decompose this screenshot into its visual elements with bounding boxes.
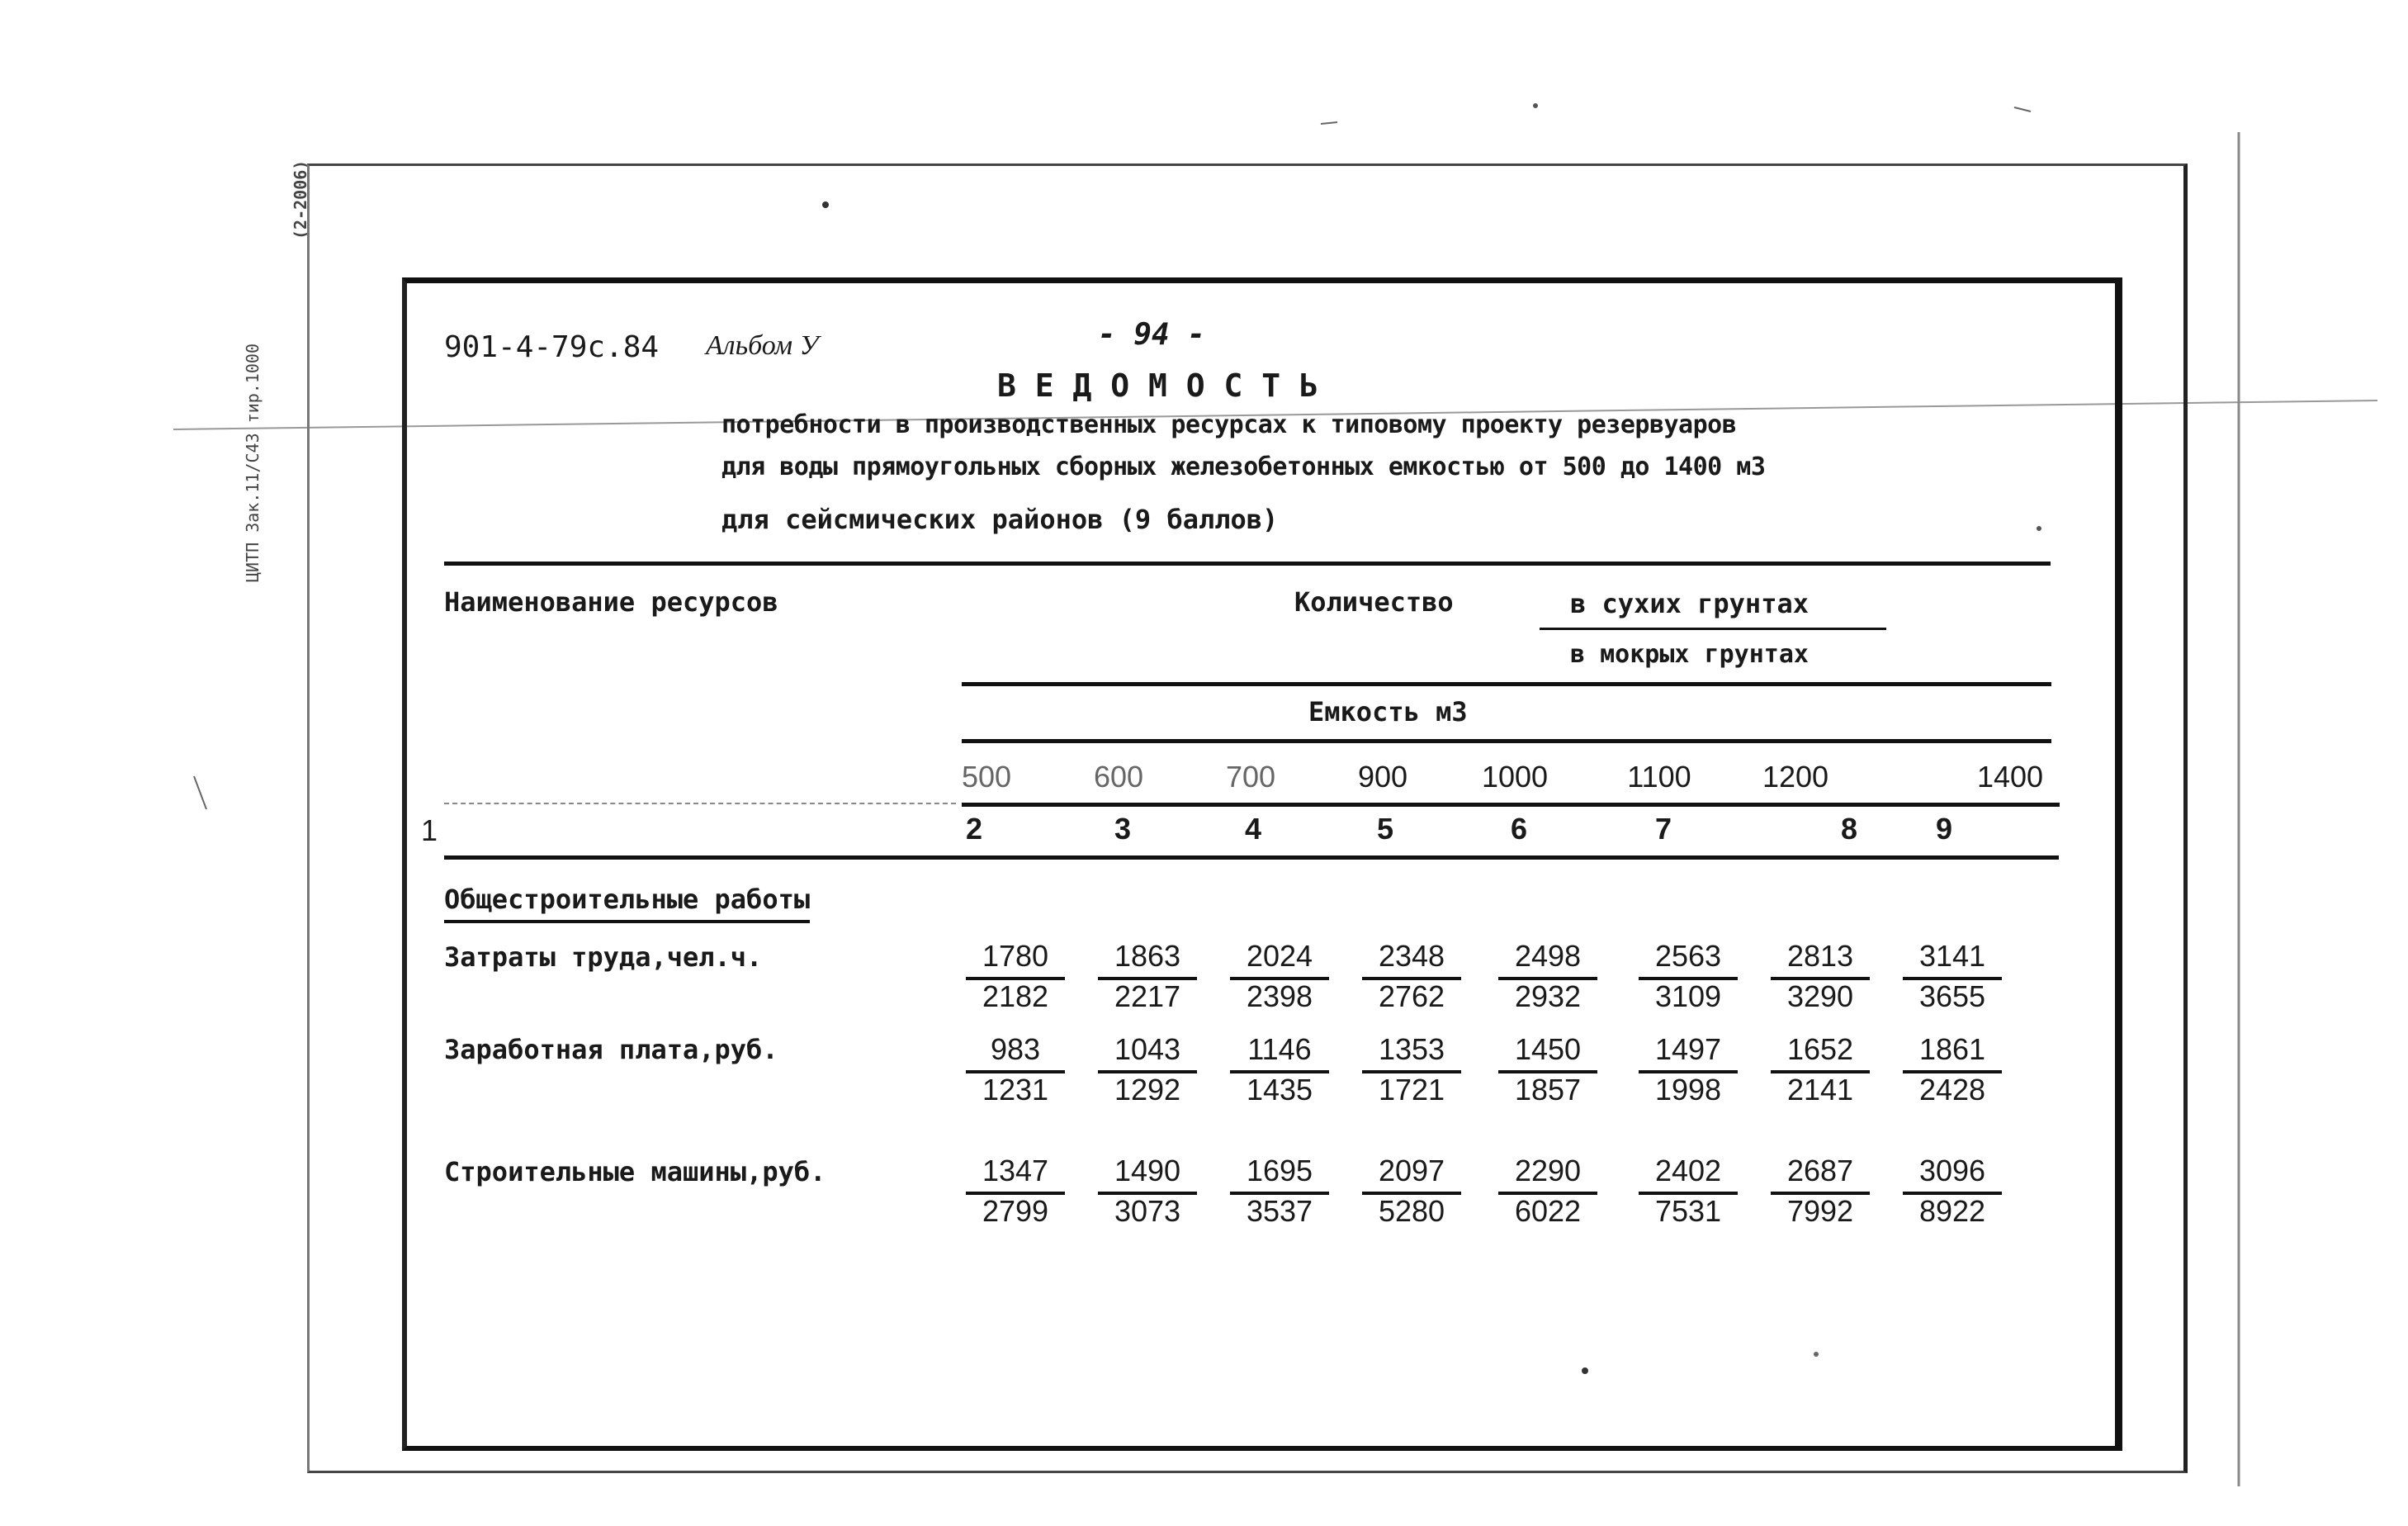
wages-wet-600: 1292 bbox=[1114, 1073, 1181, 1107]
labor-wet-1200: 3290 bbox=[1786, 979, 1854, 1013]
header-bottom-rule bbox=[444, 855, 2059, 860]
speck bbox=[2014, 107, 2031, 111]
header-rule-3 bbox=[962, 803, 2060, 807]
capacity-1000: 1000 bbox=[1481, 760, 1549, 794]
dry-wet-divider bbox=[1540, 628, 1886, 630]
labor-dry-900: 2348 bbox=[1362, 939, 1461, 980]
column-number-3: 3 bbox=[1114, 812, 1132, 846]
labor-wet-500: 2182 bbox=[982, 979, 1049, 1013]
machines-wet-700: 3537 bbox=[1246, 1194, 1313, 1228]
column-number-1: 1 bbox=[420, 813, 438, 847]
dry-soil-label: в сухих грунтах bbox=[1570, 588, 1809, 619]
machines-dry-1200: 2687 bbox=[1771, 1154, 1870, 1195]
machines-wet-1200: 7992 bbox=[1786, 1194, 1854, 1228]
wages-wet-900: 1721 bbox=[1378, 1073, 1445, 1107]
wages-wet-700: 1435 bbox=[1246, 1073, 1313, 1107]
column-number-2: 2 bbox=[965, 812, 983, 846]
header-rule-2 bbox=[962, 739, 2051, 743]
wages-dry-1100: 1497 bbox=[1639, 1032, 1738, 1073]
column-number-8: 8 bbox=[1840, 812, 1858, 846]
labor-dry-1000: 2498 bbox=[1498, 939, 1597, 980]
wages-dry-600: 1043 bbox=[1098, 1032, 1197, 1073]
capacity-1400: 1400 bbox=[1976, 760, 2044, 794]
machines-dry-700: 1695 bbox=[1230, 1154, 1329, 1195]
labor-wet-1400: 3655 bbox=[1918, 979, 1986, 1013]
wages-dry-900: 1353 bbox=[1362, 1032, 1461, 1073]
row-label-machines: Строительные машины,руб. bbox=[444, 1156, 826, 1187]
machines-wet-900: 5280 bbox=[1378, 1194, 1445, 1228]
wages-wet-1100: 1998 bbox=[1654, 1073, 1722, 1107]
labor-wet-900: 2762 bbox=[1378, 979, 1445, 1013]
labor-dry-500: 1780 bbox=[966, 939, 1065, 980]
wages-dry-1000: 1450 bbox=[1498, 1032, 1597, 1073]
wet-soil-label: в мокрых грунтах bbox=[1570, 640, 1809, 669]
labor-wet-1000: 2932 bbox=[1514, 979, 1582, 1013]
labor-wet-1100: 3109 bbox=[1654, 979, 1722, 1013]
document-code: 901-4-79с.84 bbox=[444, 330, 660, 364]
capacity-1100: 1100 bbox=[1627, 760, 1691, 794]
row-label-labor: Затраты труда,чел.ч. bbox=[444, 941, 763, 973]
album-label: Альбом У bbox=[706, 330, 819, 361]
wages-wet-1000: 1857 bbox=[1514, 1073, 1582, 1107]
subtitle-line-1: потребности в производственных ресурсах к типовому проекту резервуаров bbox=[721, 410, 1737, 439]
column-header-name: Наименование ресурсов bbox=[444, 586, 778, 618]
machines-wet-1400: 8922 bbox=[1918, 1194, 1986, 1228]
machines-dry-600: 1490 bbox=[1098, 1154, 1197, 1195]
column-number-5: 5 bbox=[1376, 812, 1394, 846]
capacity-label: Емкость м3 bbox=[1308, 696, 1468, 727]
column-number-7: 7 bbox=[1654, 812, 1672, 846]
machines-dry-1100: 2402 bbox=[1639, 1154, 1738, 1195]
labor-wet-600: 2217 bbox=[1114, 979, 1181, 1013]
wages-dry-1200: 1652 bbox=[1771, 1032, 1870, 1073]
document-title: В Е Д О М О С Т Ь bbox=[997, 367, 1318, 404]
machines-dry-500: 1347 bbox=[966, 1154, 1065, 1195]
speck bbox=[1533, 103, 1538, 108]
wages-wet-500: 1231 bbox=[982, 1073, 1049, 1107]
labor-wet-700: 2398 bbox=[1246, 979, 1313, 1013]
wages-dry-700: 1146 bbox=[1230, 1032, 1329, 1073]
labor-dry-1100: 2563 bbox=[1639, 939, 1738, 980]
capacity-600: 600 bbox=[1093, 760, 1144, 794]
subtitle-line-3: для сейсмических районов (9 баллов) bbox=[721, 504, 1279, 535]
column-number-4: 4 bbox=[1244, 812, 1262, 846]
speck bbox=[1321, 122, 1337, 124]
labor-dry-1400: 3141 bbox=[1903, 939, 2002, 980]
scan-mark bbox=[194, 776, 206, 809]
labor-dry-1200: 2813 bbox=[1771, 939, 1870, 980]
machines-dry-1400: 3096 bbox=[1903, 1154, 2002, 1195]
table-top-rule bbox=[444, 562, 2051, 566]
capacity-900: 900 bbox=[1357, 760, 1408, 794]
wages-wet-1200: 2141 bbox=[1786, 1073, 1854, 1107]
machines-wet-500: 2799 bbox=[982, 1194, 1049, 1228]
header-dashed-rule bbox=[444, 803, 956, 804]
subtitle-line-2: для воды прямоугольных сборных железобетонных емкостью от 500 до 1400 м3 bbox=[721, 453, 1766, 481]
machines-wet-600: 3073 bbox=[1114, 1194, 1181, 1228]
wages-dry-500: 983 bbox=[966, 1032, 1065, 1073]
header-rule-1 bbox=[962, 682, 2051, 686]
page-number: - 94 - bbox=[1098, 318, 1206, 352]
section-title: Общестроительные работы bbox=[444, 884, 810, 923]
quantity-label: Количество bbox=[1294, 586, 1454, 618]
labor-dry-700: 2024 bbox=[1230, 939, 1329, 980]
machines-dry-1000: 2290 bbox=[1498, 1154, 1597, 1195]
machines-dry-900: 2097 bbox=[1362, 1154, 1461, 1195]
row-label-wages: Заработная плата,руб. bbox=[444, 1034, 778, 1065]
labor-dry-600: 1863 bbox=[1098, 939, 1197, 980]
wages-wet-1400: 2428 bbox=[1918, 1073, 1986, 1107]
wages-dry-1400: 1861 bbox=[1903, 1032, 2002, 1073]
column-number-9: 9 bbox=[1935, 812, 1953, 846]
capacity-700: 700 bbox=[1225, 760, 1276, 794]
capacity-500: 500 bbox=[961, 760, 1012, 794]
margin-print-info: ЦИТП Зак.11/С43 тир.1000 bbox=[243, 344, 263, 582]
machines-wet-1100: 7531 bbox=[1654, 1194, 1722, 1228]
machines-wet-1000: 6022 bbox=[1514, 1194, 1582, 1228]
margin-stamp: (2-2006) bbox=[291, 159, 310, 239]
capacity-1200: 1200 bbox=[1762, 760, 1829, 794]
column-number-6: 6 bbox=[1510, 812, 1528, 846]
